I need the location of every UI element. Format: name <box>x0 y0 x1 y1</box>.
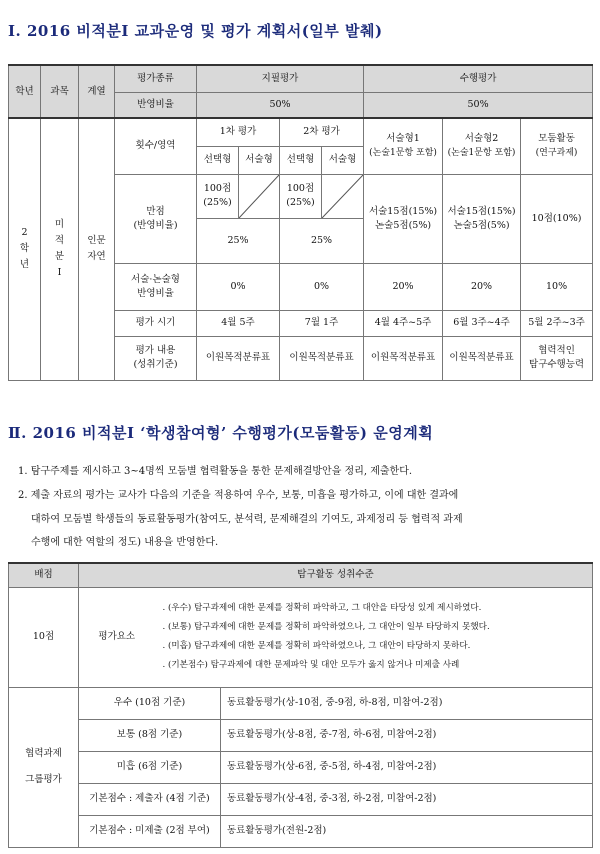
exam2-timing: 7월 1주 <box>280 310 364 336</box>
row-poor-level: 미흡 (6점 기준) <box>79 751 221 783</box>
item-2: 2. 제출 자료의 평가는 교사가 다음의 기준을 적용하여 우수, 보통, 미흡을 평가하고, 이에 대한 결과에 <box>18 490 459 501</box>
exam1-label: 1차 평가 <box>197 118 280 146</box>
criteria-poor: . (미흡) 탐구과제에 대한 문제를 정확히 파악하였으나, 그 대안이 타당하지 못하다. <box>162 641 471 651</box>
exam1-pct: 25% <box>197 218 280 263</box>
exam2-score: 100점 (25%) <box>280 174 322 218</box>
subject-value: 미 적 분 Ⅰ <box>41 118 79 380</box>
header-score: 배점 <box>9 563 79 587</box>
exam2-label: 2차 평가 <box>280 118 364 146</box>
row-excellent-level: 우수 (10점 기준) <box>79 687 221 719</box>
perf3-content: 협력적인 탐구수행능력 <box>521 336 593 380</box>
exam2-pct: 25% <box>280 218 364 263</box>
exam1-content: 이원목적분류표 <box>197 336 280 380</box>
achievement-table <box>8 562 593 848</box>
grade-value: 2 학 년 <box>9 118 41 380</box>
perf1-label: 서술형1 (논술1문항 포함) <box>364 118 443 174</box>
perf2-label: 서술형2 (논술1문항 포함) <box>443 118 521 174</box>
exam2-essay: 서술형 <box>322 146 364 174</box>
row-average-level: 보통 (8점 기준) <box>79 719 221 751</box>
perf3-score: 10점(10%) <box>521 174 593 263</box>
exam1-essay: 서술형 <box>239 146 280 174</box>
exam1-score: 100점 (25%) <box>197 174 239 218</box>
evaluation-plan-table <box>8 64 593 381</box>
header-ratio: 반영비율 <box>115 92 197 118</box>
count-area-label: 횟수/영역 <box>115 118 197 174</box>
criteria-average: . (보통) 탐구과제에 대한 문제를 정확히 파악하였으나, 그 대안이 일부 타당하지 못했다. <box>162 622 490 632</box>
row-base-submit-detail: 동료활동평가(상-4점, 중-3점, 하-2점, 미참여-2점) <box>221 783 593 815</box>
section2-title: Ⅱ. 2016 비적분Ⅰ ‘학생참여형’ 수행평가(모둠활동) 운영계획 <box>8 424 434 442</box>
header-written: 지필평가 <box>197 65 364 92</box>
perf3-label: 모둠활동 (연구과제) <box>521 118 593 174</box>
perf1-essay-ratio: 20% <box>364 263 443 310</box>
item-2-cont-2: 수행에 대한 역할의 정도) 내용을 반영한다. <box>31 537 219 548</box>
row-average-detail: 동료활동평가(상-8점, 중-7점, 하-6점, 미참여-2점) <box>221 719 593 751</box>
header-track: 계열 <box>79 65 115 118</box>
score-value: 10점 <box>9 587 79 687</box>
exam1-essay-empty <box>239 174 280 218</box>
essay-ratio-label: 서술·논술형 반영비율 <box>115 263 197 310</box>
row-excellent-detail: 동료활동평가(상-10점, 중-9점, 하-8점, 미참여-2점) <box>221 687 593 719</box>
perf2-content: 이원목적분류표 <box>443 336 521 380</box>
header-performance: 수행평가 <box>364 65 593 92</box>
timing-label: 평가 시기 <box>115 310 197 336</box>
header-level: 탐구활동 성취수준 <box>79 563 593 587</box>
criteria-list <box>155 587 593 687</box>
row-poor-detail: 동료활동평가(상-6점, 중-5점, 하-4점, 미참여-2점) <box>221 751 593 783</box>
exam2-essay-ratio: 0% <box>280 263 364 310</box>
exam1-timing: 4월 5주 <box>197 310 280 336</box>
perf1-score: 서술15점(15%) 논술5점(5%) <box>364 174 443 263</box>
exam2-content: 이원목적분류표 <box>280 336 364 380</box>
criteria-excellent: . (우수) 탐구과제에 대한 문제를 정확히 파악하고, 그 대안을 타당성 있게 제시하였다. <box>162 603 482 613</box>
perf2-timing: 6월 3주~4주 <box>443 310 521 336</box>
perf3-timing: 5월 2주~3주 <box>521 310 593 336</box>
header-written-ratio: 50% <box>197 92 364 118</box>
header-grade: 학년 <box>9 65 41 118</box>
section1-title: Ⅰ. 2016 비적분Ⅰ 교과운영 및 평가 계획서(일부 발췌) <box>8 22 383 40</box>
perf2-essay-ratio: 20% <box>443 263 521 310</box>
group-label: 협력과제 그룹평가 <box>9 687 79 847</box>
item-2-cont-1: 대하여 모둠별 학생들의 동료활동평가(참여도, 분석력, 문제해결의 기여도, 과제정리 등 협력적 과제 <box>31 514 463 525</box>
track-value: 인문 자연 <box>79 118 115 380</box>
header-performance-ratio: 50% <box>364 92 593 118</box>
row-base-nosubmit-detail: 동료활동평가(전원-2점) <box>221 815 593 847</box>
elements-label: 평가요소 <box>79 587 155 687</box>
row-base-nosubmit-level: 기본점수 : 미제출 (2점 부여) <box>79 815 221 847</box>
exam1-mc: 선택형 <box>197 146 239 174</box>
exam1-essay-ratio: 0% <box>197 263 280 310</box>
header-subject: 과목 <box>41 65 79 118</box>
full-score-label: 만점 (반영비율) <box>115 174 197 263</box>
perf1-timing: 4월 4주~5주 <box>364 310 443 336</box>
exam2-essay-empty <box>322 174 364 218</box>
row-base-submit-level: 기본점수 : 제출자 (4점 기준) <box>79 783 221 815</box>
item-1: 1. 탐구주제를 제시하고 3~4명씩 모둠별 협력활동을 통한 문제해결방안을 정리, 제출한다. <box>18 466 413 477</box>
exam2-mc: 선택형 <box>280 146 322 174</box>
perf3-essay-ratio: 10% <box>521 263 593 310</box>
perf2-score: 서술15점(15%) 논술5점(5%) <box>443 174 521 263</box>
perf1-content: 이원목적분류표 <box>364 336 443 380</box>
criteria-base: . (기본점수) 탐구과제에 대한 문제파악 및 대안 모두가 옳지 않거나 미제출 사례 <box>162 660 460 670</box>
content-label: 평가 내용 (성취기준) <box>115 336 197 380</box>
header-eval-type: 평가종류 <box>115 65 197 92</box>
